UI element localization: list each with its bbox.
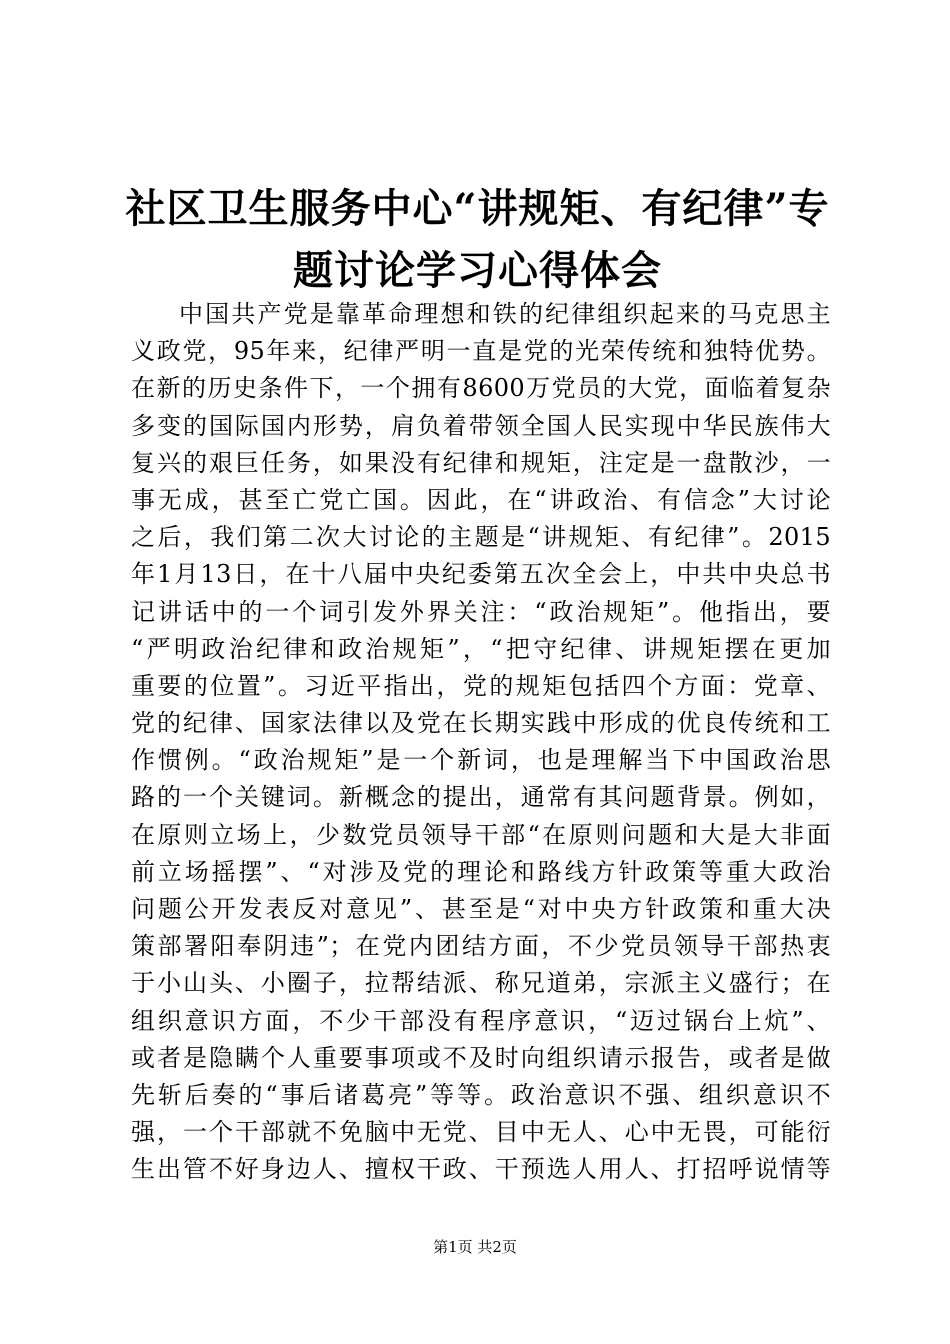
body-line: 义政党，95年来，纪律严明一直是党的光荣传统和独特优势。 bbox=[131, 337, 831, 366]
document-body bbox=[131, 296, 831, 1186]
body-line: 生出管不好身边人、擅权干政、干预选人用人、打招呼说情等 bbox=[131, 1155, 831, 1184]
body-line: 之后，我们第二次大讨论的主题是“讲规矩、有纪律”。2015 bbox=[131, 523, 831, 552]
body-line: 年1月13日，在十八届中央纪委第五次全会上，中共中央总书 bbox=[131, 560, 831, 589]
body-line: 复兴的艰巨任务，如果没有纪律和规矩，注定是一盘散沙，一 bbox=[131, 448, 831, 477]
body-line: 于小山头、小圈子，拉帮结派、称兄道弟，宗派主义盛行；在 bbox=[131, 969, 831, 998]
body-line: 强，一个干部就不免脑中无党、目中无人、心中无畏，可能衍 bbox=[131, 1118, 831, 1147]
body-line: 党的纪律、国家法律以及党在长期实践中形成的优良传统和工 bbox=[131, 709, 831, 738]
body-line: 策部署阳奉阴违”；在党内团结方面，不少党员领导干部热衷 bbox=[131, 932, 831, 961]
body-line: 前立场摇摆”、“对涉及党的理论和路线方针政策等重大政治 bbox=[131, 857, 831, 886]
body-line: 路的一个关键词。新概念的提出，通常有其问题背景。例如， bbox=[131, 783, 831, 812]
body-line: 中国共产党是靠革命理想和铁的纪律组织起来的马克思主 bbox=[179, 300, 831, 328]
body-line: 组织意识方面，不少干部没有程序意识，“迈过锅台上炕”、 bbox=[131, 1006, 831, 1035]
page-footer: 第1页 共2页 bbox=[433, 1238, 517, 1256]
body-line: 记讲话中的一个词引发外界关注：“政治规矩”。他指出，要 bbox=[131, 597, 831, 626]
body-line: 作惯例。“政治规矩”是一个新词，也是理解当下中国政治思 bbox=[131, 746, 831, 775]
document-title: 社区卫生服务中心“讲规矩、有纪律”专题讨论学习心得体会 bbox=[125, 185, 830, 294]
body-line: 或者是隐瞒个人重要事项或不及时向组织请示报告，或者是做 bbox=[131, 1043, 831, 1072]
body-line: 在新的历史条件下，一个拥有8600万党员的大党，面临着复杂 bbox=[131, 374, 831, 403]
body-line: 事无成，甚至亡党亡国。因此，在“讲政治、有信念”大讨论 bbox=[131, 485, 831, 514]
body-line: 重要的位置”。习近平指出，党的规矩包括四个方面：党章、 bbox=[131, 671, 831, 700]
body-line: 先斩后奏的“事后诸葛亮”等等。政治意识不强、组织意识不 bbox=[131, 1080, 831, 1109]
body-line: 问题公开发表反对意见”、甚至是“对中央方针政策和重大决 bbox=[131, 895, 831, 923]
body-line: 在原则立场上，少数党员领导干部“在原则问题和大是大非面 bbox=[131, 820, 831, 849]
body-line: “严明政治纪律和政治规矩”，“把守纪律、讲规矩摆在更加 bbox=[131, 634, 831, 663]
body-line: 多变的国际国内形势，肩负着带领全国人民实现中华民族伟大 bbox=[131, 411, 831, 440]
